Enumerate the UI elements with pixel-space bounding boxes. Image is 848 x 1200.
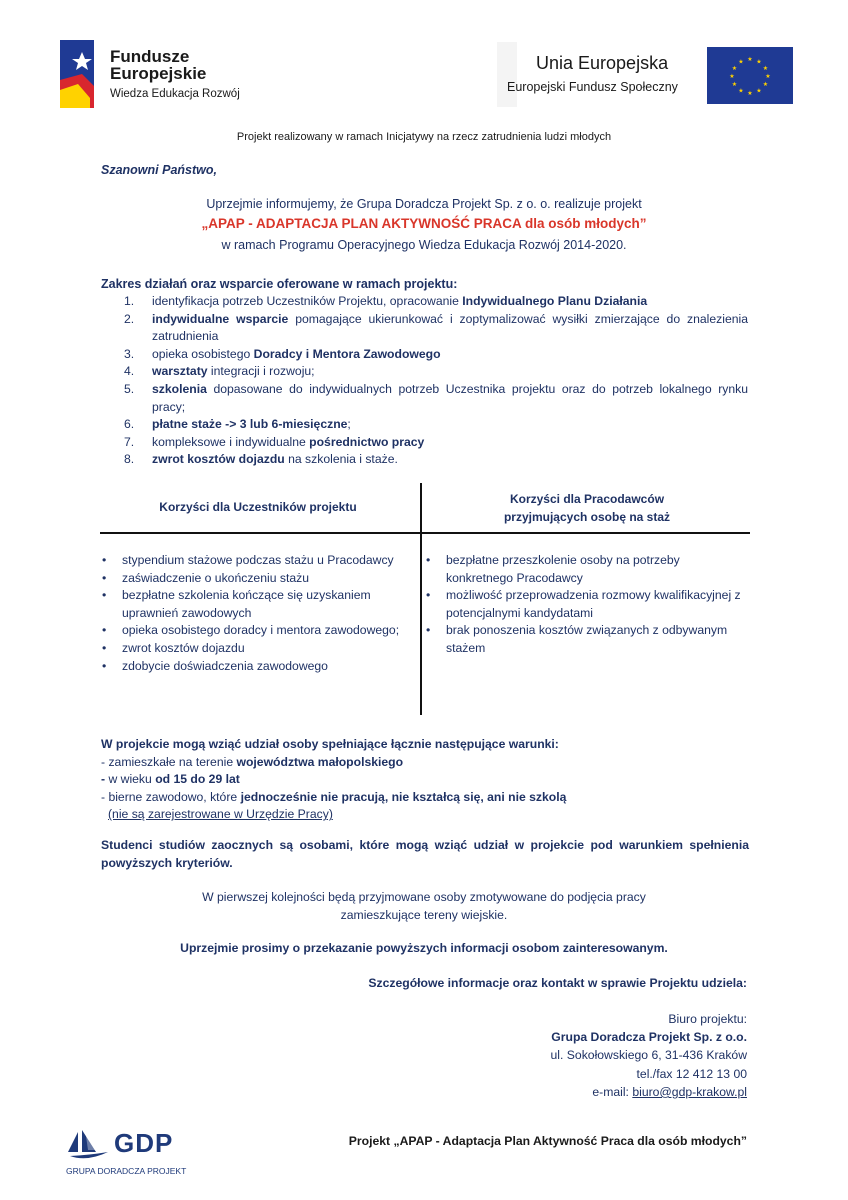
ue-title: Unia Europejska (536, 53, 669, 73)
scope-title: Zakres działań oraz wsparcie oferowane w ramach projektu: (101, 277, 458, 291)
intro-line-1: Uprzejmie informujemy, że Grupa Doradcza Projekt Sp. z o. o. realizuje projekt (206, 197, 642, 211)
fe-logo-line2: Europejskie (110, 64, 207, 83)
list-item: • bezpłatne przeszkolenie osoby na potrzeby konkretnego Pracodawcy (426, 553, 680, 585)
svg-text:★: ★ (756, 87, 762, 95)
contact-email-row (551, 1083, 747, 1101)
svg-text:★: ★ (765, 73, 771, 80)
list-item: • zdobycie doświadczenia zawodowego (102, 658, 328, 673)
fe-logo-subtitle: Wiedza Edukacja Rozwój (110, 88, 240, 100)
requirement-note: (nie są zarejestrowane w Urzędzie Pracy) (108, 807, 333, 822)
requirement-region: - zamieszkałe na terenie województwa małopolskiego (101, 754, 404, 769)
contact-email-label: e-mail: (592, 1084, 633, 1099)
fe-logo-title (110, 48, 206, 82)
fe-logo-line1: Fundusze (110, 47, 190, 66)
contact-address: ul. Sokołowskiego 6, 31-436 Kraków (550, 1048, 747, 1063)
benefits-employers-header (424, 490, 750, 526)
greeting: Szanowni Państwo, (101, 163, 217, 177)
requirement-age: - w wieku od 15 do 29 lat (101, 772, 240, 787)
gdp-logo-text: GDP (114, 1128, 174, 1158)
contact-block (551, 1010, 747, 1101)
svg-text:★: ★ (756, 58, 762, 66)
table-divider-horizontal (100, 532, 750, 534)
contact-office: Biuro projektu: (668, 1012, 747, 1026)
scope-item: 3. opieka osobistego Doradcy i Mentora Zawodowego (124, 346, 441, 361)
priority-line2: zamieszkujące tereny wiejskie. (340, 907, 508, 922)
svg-text:★: ★ (762, 65, 769, 72)
fe-star-logo-icon (60, 40, 100, 108)
table-divider-vertical (420, 483, 422, 715)
contact-phone: tel./fax 12 412 13 00 (636, 1066, 747, 1081)
list-item: • brak ponoszenia kosztów związanych z odbywanym stażem (426, 623, 728, 655)
requirements-section (101, 736, 751, 824)
svg-text:★: ★ (747, 90, 753, 97)
header-divider (497, 42, 517, 107)
email-link[interactable]: biuro@gdp-krakow.pl (632, 1084, 747, 1099)
gdp-logo (62, 1124, 212, 1180)
project-title: „APAP - ADAPTACJA PLAN AKTYWNOŚĆ PRACA dla osób młodych” (201, 216, 647, 231)
contact-company: Grupa Doradcza Projekt Sp. z o.o. (551, 1030, 747, 1045)
list-item: • bezpłatne szkolenia kończące się uzyskaniem uprawnień zawodowych (102, 588, 371, 620)
list-item: • stypendium stażowe podczas stażu u Pracodawcy (102, 553, 394, 567)
employer-benefits-list (425, 552, 747, 658)
priority-line1: W pierwszej kolejności będą przyjmowane osoby zmotywowane do podjęcia pracy (202, 890, 646, 904)
participant-benefits-list (101, 552, 416, 675)
scope-item: 4. warsztaty integracji i rozwoju; (124, 364, 315, 379)
requirements-title: W projekcie mogą wziąć udział osoby spełniające łącznie następujące warunki: (101, 737, 559, 751)
intro-line-3: w ramach Programu Operacyjnego Wiedza Edukacja Rozwój 2014-2020. (221, 238, 627, 252)
svg-text:★: ★ (747, 56, 753, 63)
employers-header-line1: Korzyści dla Pracodawców (509, 492, 665, 506)
list-item: • zaświadczenie o ukończeniu stażu (102, 570, 309, 585)
scope-item: 5. szkolenia dopasowane do indywidualnych potrzeb Uczestnika projektu oraz do potrzeb lokalnego rynku pracy; (124, 381, 748, 414)
students-note: Studenci studiów zaocznych są osobami, które mogą wziąć udział w projekcie pod warunkiem spełnienia powyższych kryteriów. (101, 838, 749, 870)
svg-text:★: ★ (738, 87, 744, 95)
svg-text:★: ★ (731, 65, 738, 72)
details-heading: Szczegółowe informacje oraz kontakt w sprawie Projektu udziela: (368, 976, 747, 990)
ue-subtitle: Europejski Fundusz Społeczny (507, 80, 678, 94)
eu-flag-icon (707, 47, 793, 104)
benefits-participants-header: Korzyści dla Uczestników projektu (159, 500, 357, 514)
gdp-sail-icon (64, 1128, 110, 1160)
svg-text:★: ★ (731, 81, 738, 88)
svg-text:★: ★ (729, 73, 735, 80)
requirement-status: - bierne zawodowo, które jednocześnie nie pracują, nie kształcą się, ani nie szkolą (101, 789, 567, 804)
priority-note (0, 889, 848, 924)
list-item: • możliwość przeprowadzenia rozmowy kwalifikacyjnej z potencjalnymi kandydatami (426, 588, 741, 620)
footer-project-name: Projekt „APAP - Adaptacja Plan Aktywność Praca dla osób młodych” (348, 1134, 747, 1148)
scope-item: 7. kompleksowe i indywidualne pośrednictwo pracy (124, 434, 425, 449)
request-note: Uprzejmie prosimy o przekazanie powyższych informacji osobom zainteresowanym. (180, 941, 668, 955)
project-initiative-line: Projekt realizowany w ramach Inicjatywy na rzecz zatrudnienia ludzi młodych (236, 131, 612, 143)
scope-item: 2. indywidualne wsparcie pomagające ukierunkować i zoptymalizować wysiłki zmierzające do znalezienia zatrudnienia (124, 311, 748, 344)
fundusze-europejskie-logo (60, 40, 260, 110)
employers-header-line2: przyjmujących osobę na staż (503, 510, 671, 524)
gdp-logo-subtitle: GRUPA DORADCZA PROJEKT (66, 1166, 187, 1176)
scope-item: 8. zwrot kosztów dojazdu na szkolenia i staże. (124, 452, 398, 467)
scope-list (124, 293, 748, 469)
svg-text:★: ★ (738, 58, 744, 66)
scope-item: 1. identyfikacja potrzeb Uczestników Projektu, opracowanie Indywidualnego Planu Działania (124, 294, 648, 308)
scope-item: 6. płatne staże -> 3 lub 6-miesięczne; (124, 417, 351, 432)
svg-text:★: ★ (762, 81, 769, 88)
list-item: • opieka osobistego doradcy i mentora zawodowego; (102, 623, 400, 638)
list-item: • zwrot kosztów dojazdu (102, 640, 245, 655)
